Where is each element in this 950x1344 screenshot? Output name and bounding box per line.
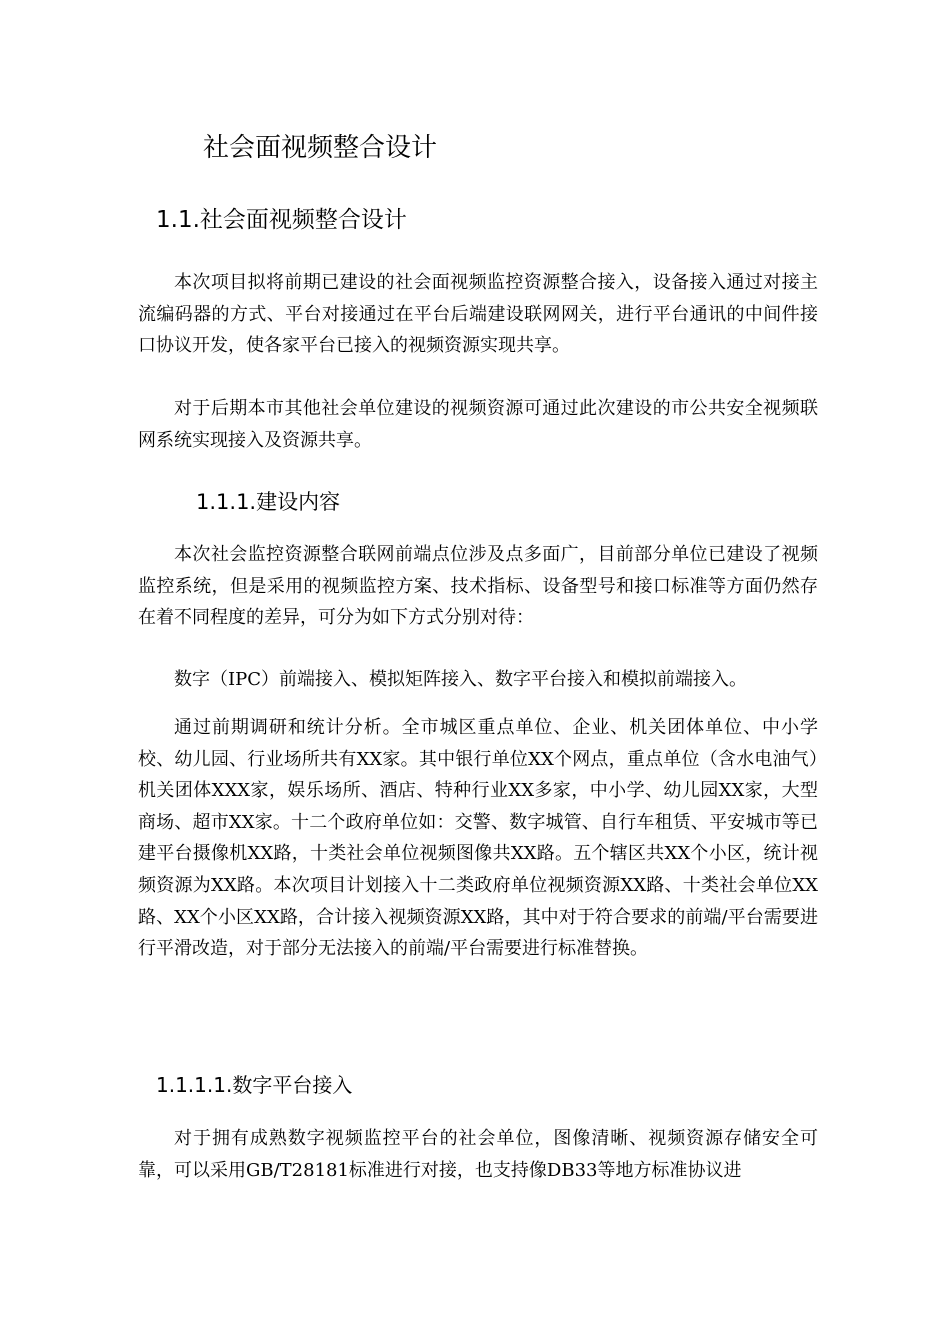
subsection-paragraph-3: 通过前期调研和统计分析。全市城区重点单位、企业、机关团体单位、中小学校、幼儿园、行业场所共有XX家。其中银行单位XX个网点，重点单位（含水电油气）机关团体XXX家，娱乐场所、酒店、特种行业XX多家，中小学、幼儿园XX家，大型商场、超市XX家。十二个政府单位如：交警、数字城管、自行车租赁、平安城市等已建平台摄像机XX路，十类社会单位视频图像共XX路。五个辖区共XX个小区，统计视频资源为XX路。本次项目计划接入十二类政府单位视频资源XX路、十类社会单位XX路、XX个小区XX路，合计接入视频资源XX路，其中对于符合要求的前端/平台需要进行平滑改造，对于部分无法接入的前端/平台需要进行标准替换。 <box>138 717 818 960</box>
document-title: 社会面视频整合设计 <box>203 133 438 163</box>
section-paragraph-2: 对于后期本市其他社会单位建设的视频资源可通过此次建设的市公共安全视频联网系统实现接入及资源共享。 <box>138 398 818 451</box>
section-paragraph-1: 本次项目拟将前期已建设的社会面视频监控资源整合接入，设备接入通过对接主流编码器的方式、平台对接通过在平台后端建设联网网关，进行平台通讯的中间件接口协议开发，使各家平台已接入的视频资源实现共享。 <box>138 272 818 357</box>
subsection-paragraph-2: 数字（IPC）前端接入、模拟矩阵接入、数字平台接入和模拟前端接入。 <box>174 669 747 690</box>
subsection-heading: 1.1.1.建设内容 <box>196 490 341 514</box>
subsubsection-heading: 1.1.1.1.数字平台接入 <box>156 1073 353 1097</box>
section-heading: 1.1.社会面视频整合设计 <box>156 207 407 233</box>
subsection-paragraph-1: 本次社会监控资源整合联网前端点位涉及点多面广，目前部分单位已建设了视频监控系统，但是采用的视频监控方案、技术指标、设备型号和接口标准等方面仍然存在着不同程度的差异，可分为如下方式分别对待： <box>138 544 818 629</box>
subsubsection-paragraph-1: 对于拥有成熟数字视频监控平台的社会单位，图像清晰、视频资源存储安全可靠，可以采用GB/T28181标准进行对接，也支持像DB33等地方标准协议进 <box>138 1128 818 1181</box>
